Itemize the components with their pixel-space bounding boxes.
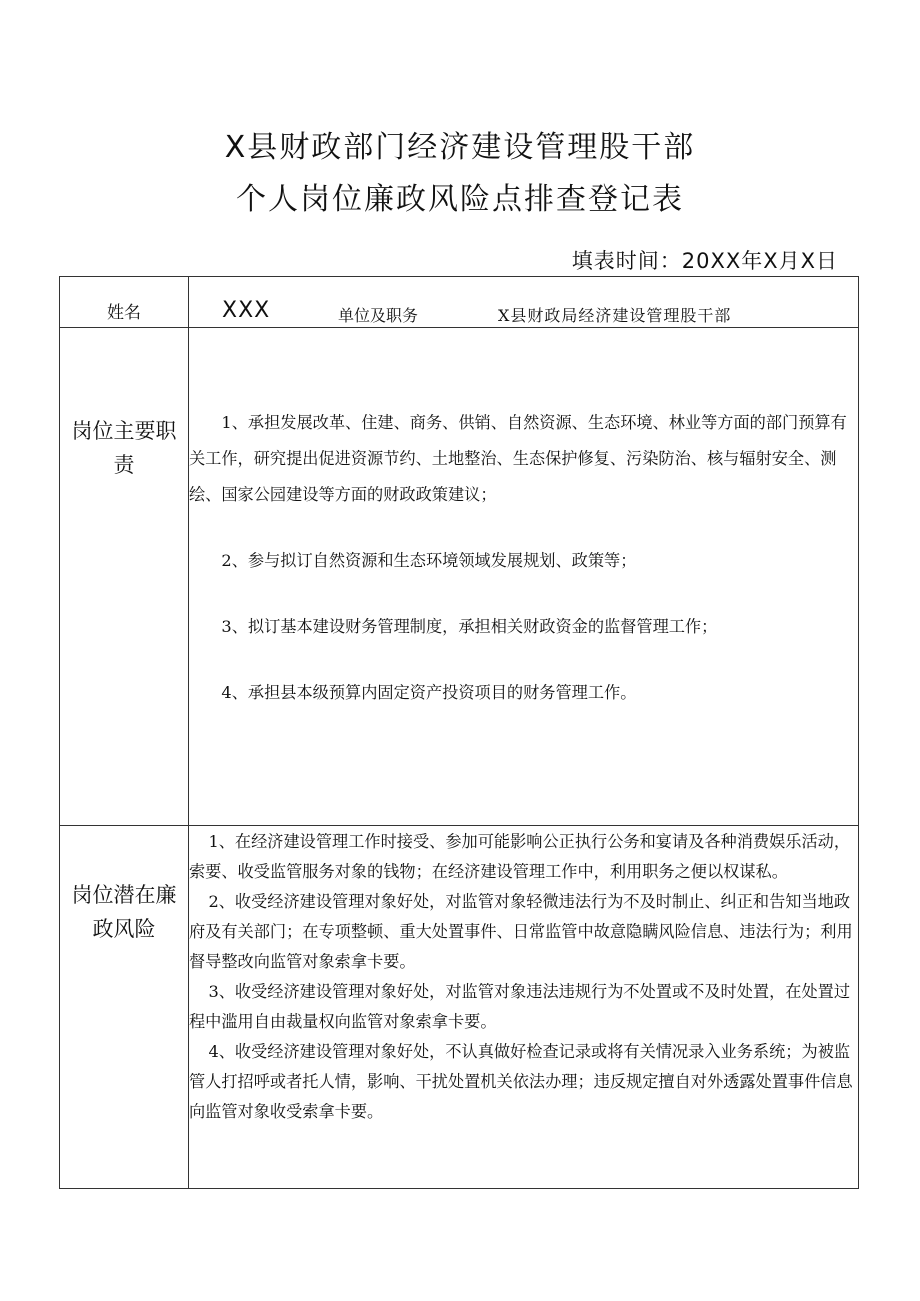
risk-item: 1、在经济建设管理工作时接受、参加可能影响公正执行公务和宴请及各种消费娱乐活动，索要、收受监管服务对象的钱物；在经济建设管理工作中，利用职务之便以权谋私。 <box>189 832 851 881</box>
duty-item: 3、拟订基本建设财务管理制度，承担相关财政资金的监督管理工作； <box>221 617 718 636</box>
risks-label: 岗位潜在廉政风险 <box>71 883 177 941</box>
duty-item: 4、承担县本级预算内固定资产投资项目的财务管理工作。 <box>221 683 637 702</box>
duties-label: 岗位主要职责 <box>71 419 177 477</box>
fill-date: 填表时间：20XX年X月X日 <box>571 249 838 273</box>
position-value: X县财政局经济建设管理股干部 <box>498 306 732 325</box>
form-title-line1: X县财政部门经济建设管理股干部 <box>224 130 696 165</box>
position-label: 单位及职务 <box>338 306 419 325</box>
duty-item: 2、参与拟订自然资源和生态环境领域发展规划、政策等； <box>221 551 637 570</box>
duties-list <box>189 405 859 711</box>
row-divider <box>60 327 858 328</box>
name-value: XXX <box>222 298 271 323</box>
row-divider <box>60 825 858 826</box>
risk-item: 4、收受经济建设管理对象好处，不认真做好检查记录或将有关情况录入业务系统；为被监管人打招呼或者托人情，影响、干扰处置机关依法办理；违反规定擅自对外透露处置事件信息向监管对象收受索拿卡要。 <box>189 1042 853 1121</box>
duty-item: 1、承担发展改革、住建、商务、供销、自然资源、生态环境、林业等方面的部门预算有关工作，研究提出促进资源节约、土地整治、生态保护修复、污染防治、核与辐射安全、测绘、国家公园建设等方面的财政政策建议； <box>189 413 847 504</box>
registration-table <box>59 276 859 1189</box>
risk-item: 3、收受经济建设管理对象好处，对监管对象违法违规行为不处置或不及时处置，在处置过程中滥用自由裁量权向监管对象索拿卡要。 <box>189 982 851 1031</box>
name-label: 姓名 <box>107 303 141 323</box>
form-title-line2: 个人岗位廉政风险点排查登记表 <box>236 182 684 217</box>
risk-item: 2、收受经济建设管理对象好处，对监管对象轻微违法行为不及时制止、纠正和告知当地政府及有关部门；在专项整顿、重大处置事件、日常监管中故意隐瞒风险信息、违法行为；利用督导整改向监管对象索拿卡要。 <box>189 892 853 971</box>
risks-list <box>189 827 859 1127</box>
